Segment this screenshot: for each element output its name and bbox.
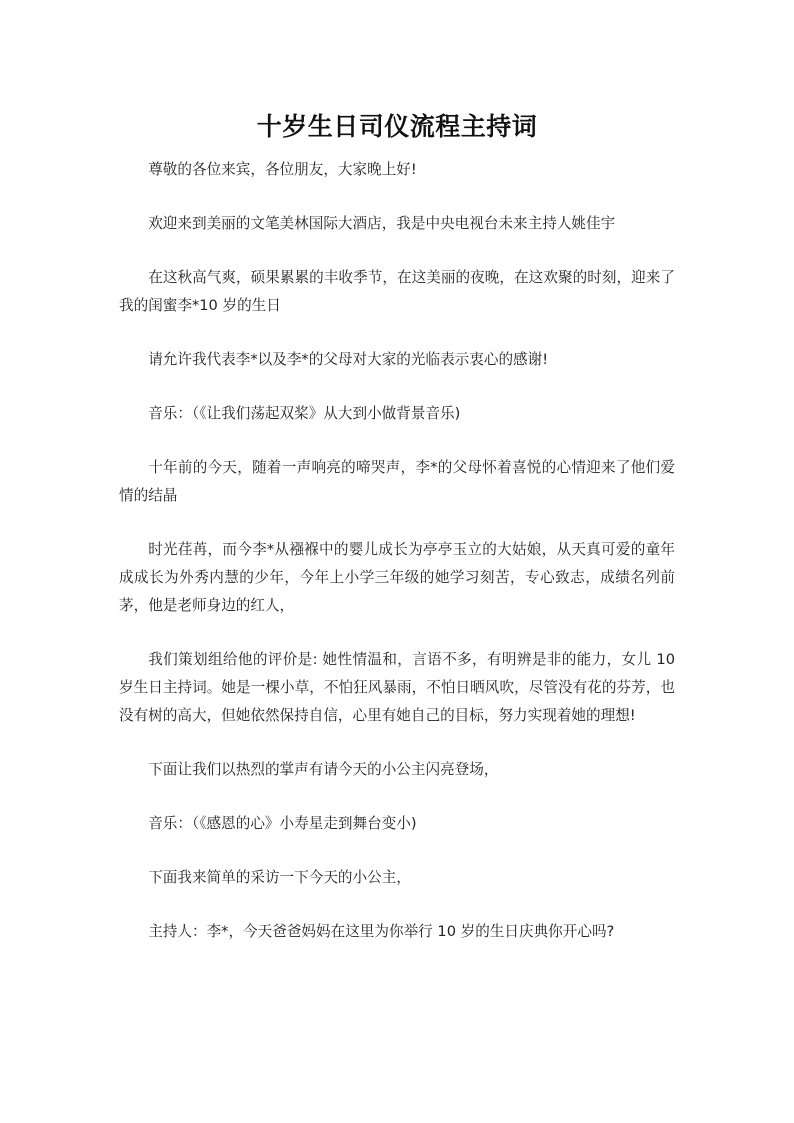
paragraph-season: 在这秋高气爽，硕果累累的丰收季节，在这美丽的夜晚，在这欢聚的时刻，迎来了我的闺蜜李*10 岁的生日 — [119, 269, 675, 314]
paragraph-interview-intro: 下面我来简单的采访一下今天的小公主， — [148, 869, 411, 886]
paragraph-growing-up: 时光荏苒，而今李*从襁褓中的婴儿成长为亭亭玉立的大姑娘，从天真可爱的童年成成长为外秀内慧的少年，今年上小学三年级的她学习刻苦，专心致志，成绩名列前茅，他是老师身边的红人， — [119, 541, 675, 614]
paragraph-greeting: 尊敬的各位来宾，各位朋友，大家晚上好! — [148, 161, 417, 178]
paragraph-host-question: 主持人：李*，今天爸爸妈妈在这里为你举行 10 岁的生日庆典你开心吗? — [148, 923, 615, 940]
paragraph-ten-years-ago: 十年前的今天，随着一声响亮的啼哭声，李*的父母怀着喜悦的心情迎来了他们爱情的结晶 — [119, 459, 675, 504]
paragraph-evaluation: 我们策划组给他的评价是: 她性情温和，言语不多，有明辨是非的能力，女儿 10 岁生日主持词。她是一棵小草，不怕狂风暴雨，不怕日晒风吹，尽管没有花的芬芳，也没有树的高大，但她依然保持自信，心里有她自己的目标，努力实现着她的理想! — [119, 651, 675, 724]
paragraph-music-cue-1: 音乐：（《让我们荡起双桨》从大到小做背景音乐) — [148, 405, 461, 422]
paragraph-welcome: 欢迎来到美丽的文笔美林国际大酒店，我是中央电视台未来主持人姚佳宇 — [148, 215, 616, 232]
document-body — [119, 156, 675, 972]
paragraph-entrance: 下面让我们以热烈的掌声有请今天的小公主闪亮登场， — [148, 761, 499, 778]
paragraph-thanks: 请允许我代表李*以及李*的父母对大家的光临表示衷心的感谢! — [148, 351, 549, 368]
document-title: 十岁生日司仪流程主持词 — [256, 112, 538, 141]
paragraph-music-cue-2: 音乐：（《感恩的心》小寿星走到舞台变小) — [148, 815, 417, 832]
